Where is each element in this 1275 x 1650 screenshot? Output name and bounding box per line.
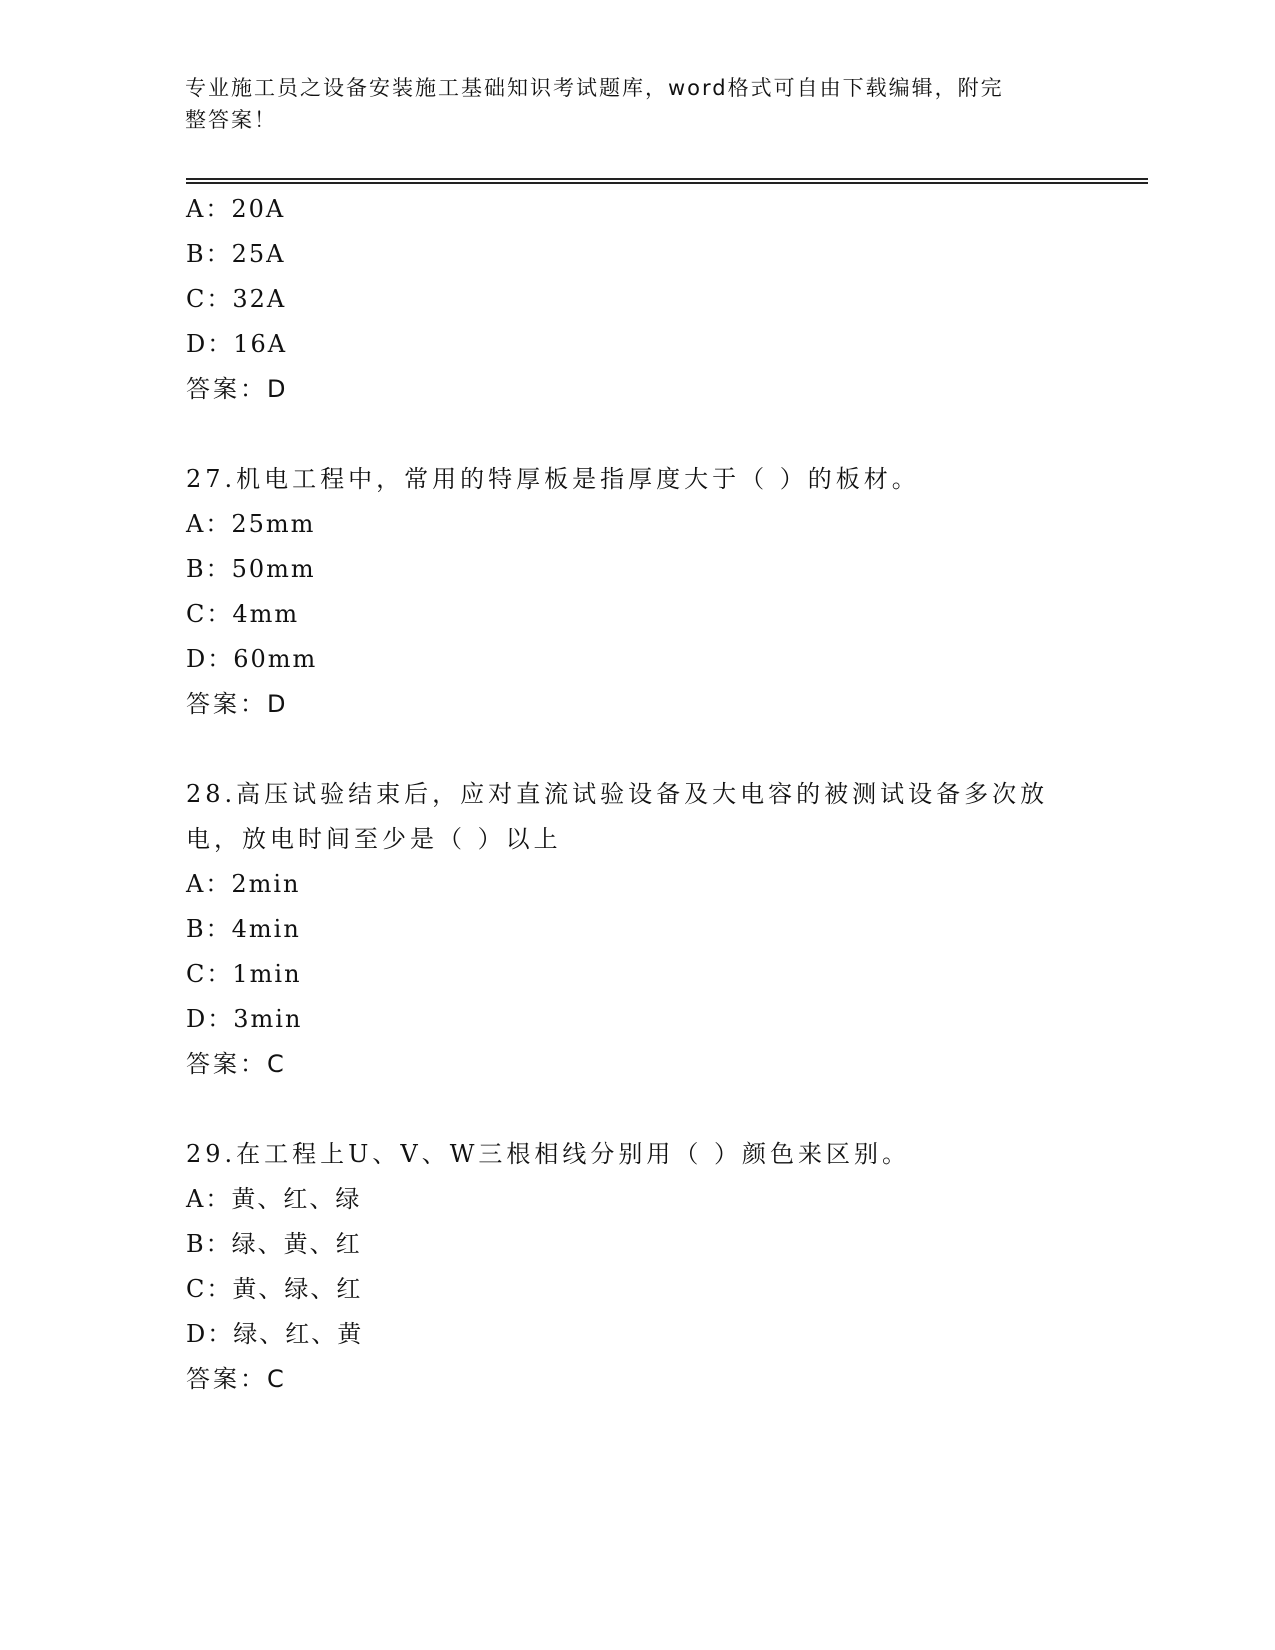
q29-stem: 29.在工程上U、V、W三根相线分别用（ ）颜色来区别。 bbox=[186, 1140, 911, 1168]
q29-option-b: B：绿、黄、红 bbox=[186, 1230, 362, 1258]
q26-option-c: C：32A bbox=[186, 285, 287, 313]
header-divider-top bbox=[186, 178, 1148, 180]
q27-stem: 27.机电工程中，常用的特厚板是指厚度大于（ ）的板材。 bbox=[186, 465, 920, 493]
q29-answer: 答案：C bbox=[186, 1365, 287, 1393]
q28-option-d: D：3min bbox=[186, 1005, 303, 1033]
q28-stem-line-1: 28.高压试验结束后，应对直流试验设备及大电容的被测试设备多次放 bbox=[186, 780, 1049, 808]
q28-option-b: B：4min bbox=[186, 915, 301, 943]
q29-option-a: A：黄、红、绿 bbox=[186, 1185, 362, 1213]
header-line-2: 整答案！ bbox=[185, 108, 277, 132]
header-divider-bottom bbox=[186, 182, 1148, 184]
q28-stem-line-2: 电，放电时间至少是（ ）以上 bbox=[186, 825, 562, 853]
q27-option-c: C：4mm bbox=[186, 600, 300, 628]
q29-option-c: C：黄、绿、红 bbox=[186, 1275, 363, 1303]
q27-option-d: D：60mm bbox=[186, 645, 318, 673]
q28-answer: 答案：C bbox=[186, 1050, 287, 1078]
q26-option-b: B：25A bbox=[186, 240, 286, 268]
q26-answer: 答案：D bbox=[186, 375, 289, 403]
header-line-1: 专业施工员之设备安装施工基础知识考试题库，word格式可自由下载编辑，附完 bbox=[185, 76, 1004, 100]
q26-option-a: A：20A bbox=[186, 195, 286, 223]
q26-option-d: D：16A bbox=[186, 330, 288, 358]
q27-option-a: A：25mm bbox=[186, 510, 316, 538]
q27-answer: 答案：D bbox=[186, 690, 289, 718]
q28-option-c: C：1min bbox=[186, 960, 302, 988]
document-header bbox=[185, 72, 1065, 136]
q28-option-a: A：2min bbox=[186, 870, 301, 898]
q29-option-d: D：绿、红、黄 bbox=[186, 1320, 364, 1348]
q27-option-b: B：50mm bbox=[186, 555, 316, 583]
